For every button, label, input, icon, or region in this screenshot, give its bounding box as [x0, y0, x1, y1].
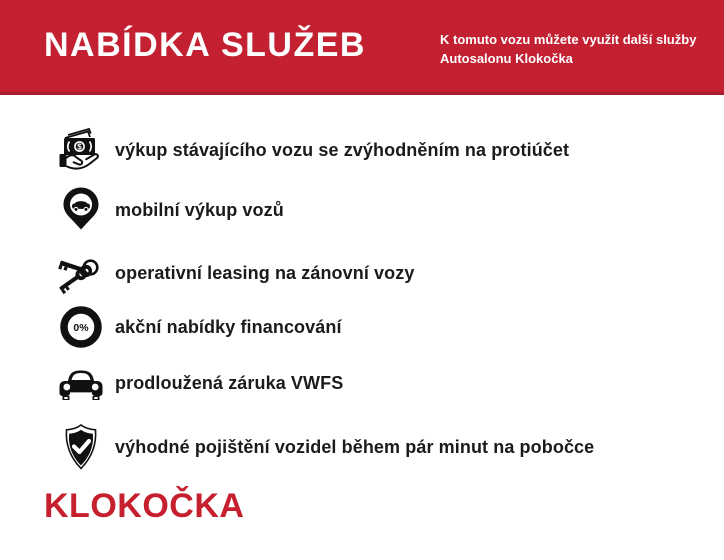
service-row-warranty — [57, 355, 343, 411]
service-row-leasing — [57, 245, 414, 301]
service-row-mobile-buyout — [57, 182, 284, 238]
shield-check-icon — [57, 423, 105, 471]
keys-icon — [57, 249, 105, 297]
header-subtitle-line2: Autosalonu Klokočka — [440, 51, 573, 66]
zero-percent-icon — [57, 303, 105, 351]
service-label: výhodné pojištění vozidel během pár minut na pobočce — [115, 436, 595, 457]
klokocka-logo: KLOKOČKA — [44, 487, 245, 525]
car-front-icon — [57, 359, 105, 407]
service-label: operativní leasing na zánovní vozy — [115, 262, 415, 283]
service-label: mobilní výkup vozů — [115, 199, 284, 220]
svg-text:0%: 0% — [73, 322, 89, 334]
header-subtitle-line1: K tomuto vozu můžete využít další služby — [440, 32, 697, 47]
service-label: prodloužená záruka VWFS — [115, 372, 344, 393]
service-row-insurance — [57, 419, 594, 475]
header-subtitle — [440, 30, 696, 68]
service-row-trade-in — [57, 122, 569, 178]
header-banner — [0, 0, 724, 95]
service-label: výkup stávajícího vozu se zvýhodněním na protiúčet — [115, 139, 570, 160]
page-title: NABÍDKA SLUŽEB — [44, 26, 366, 64]
car-location-pin-icon — [57, 186, 105, 234]
service-label: akční nabídky financování — [115, 316, 342, 337]
svg-text:$: $ — [77, 142, 82, 152]
cash-in-hand-icon — [57, 126, 105, 174]
service-row-financing — [57, 299, 342, 355]
